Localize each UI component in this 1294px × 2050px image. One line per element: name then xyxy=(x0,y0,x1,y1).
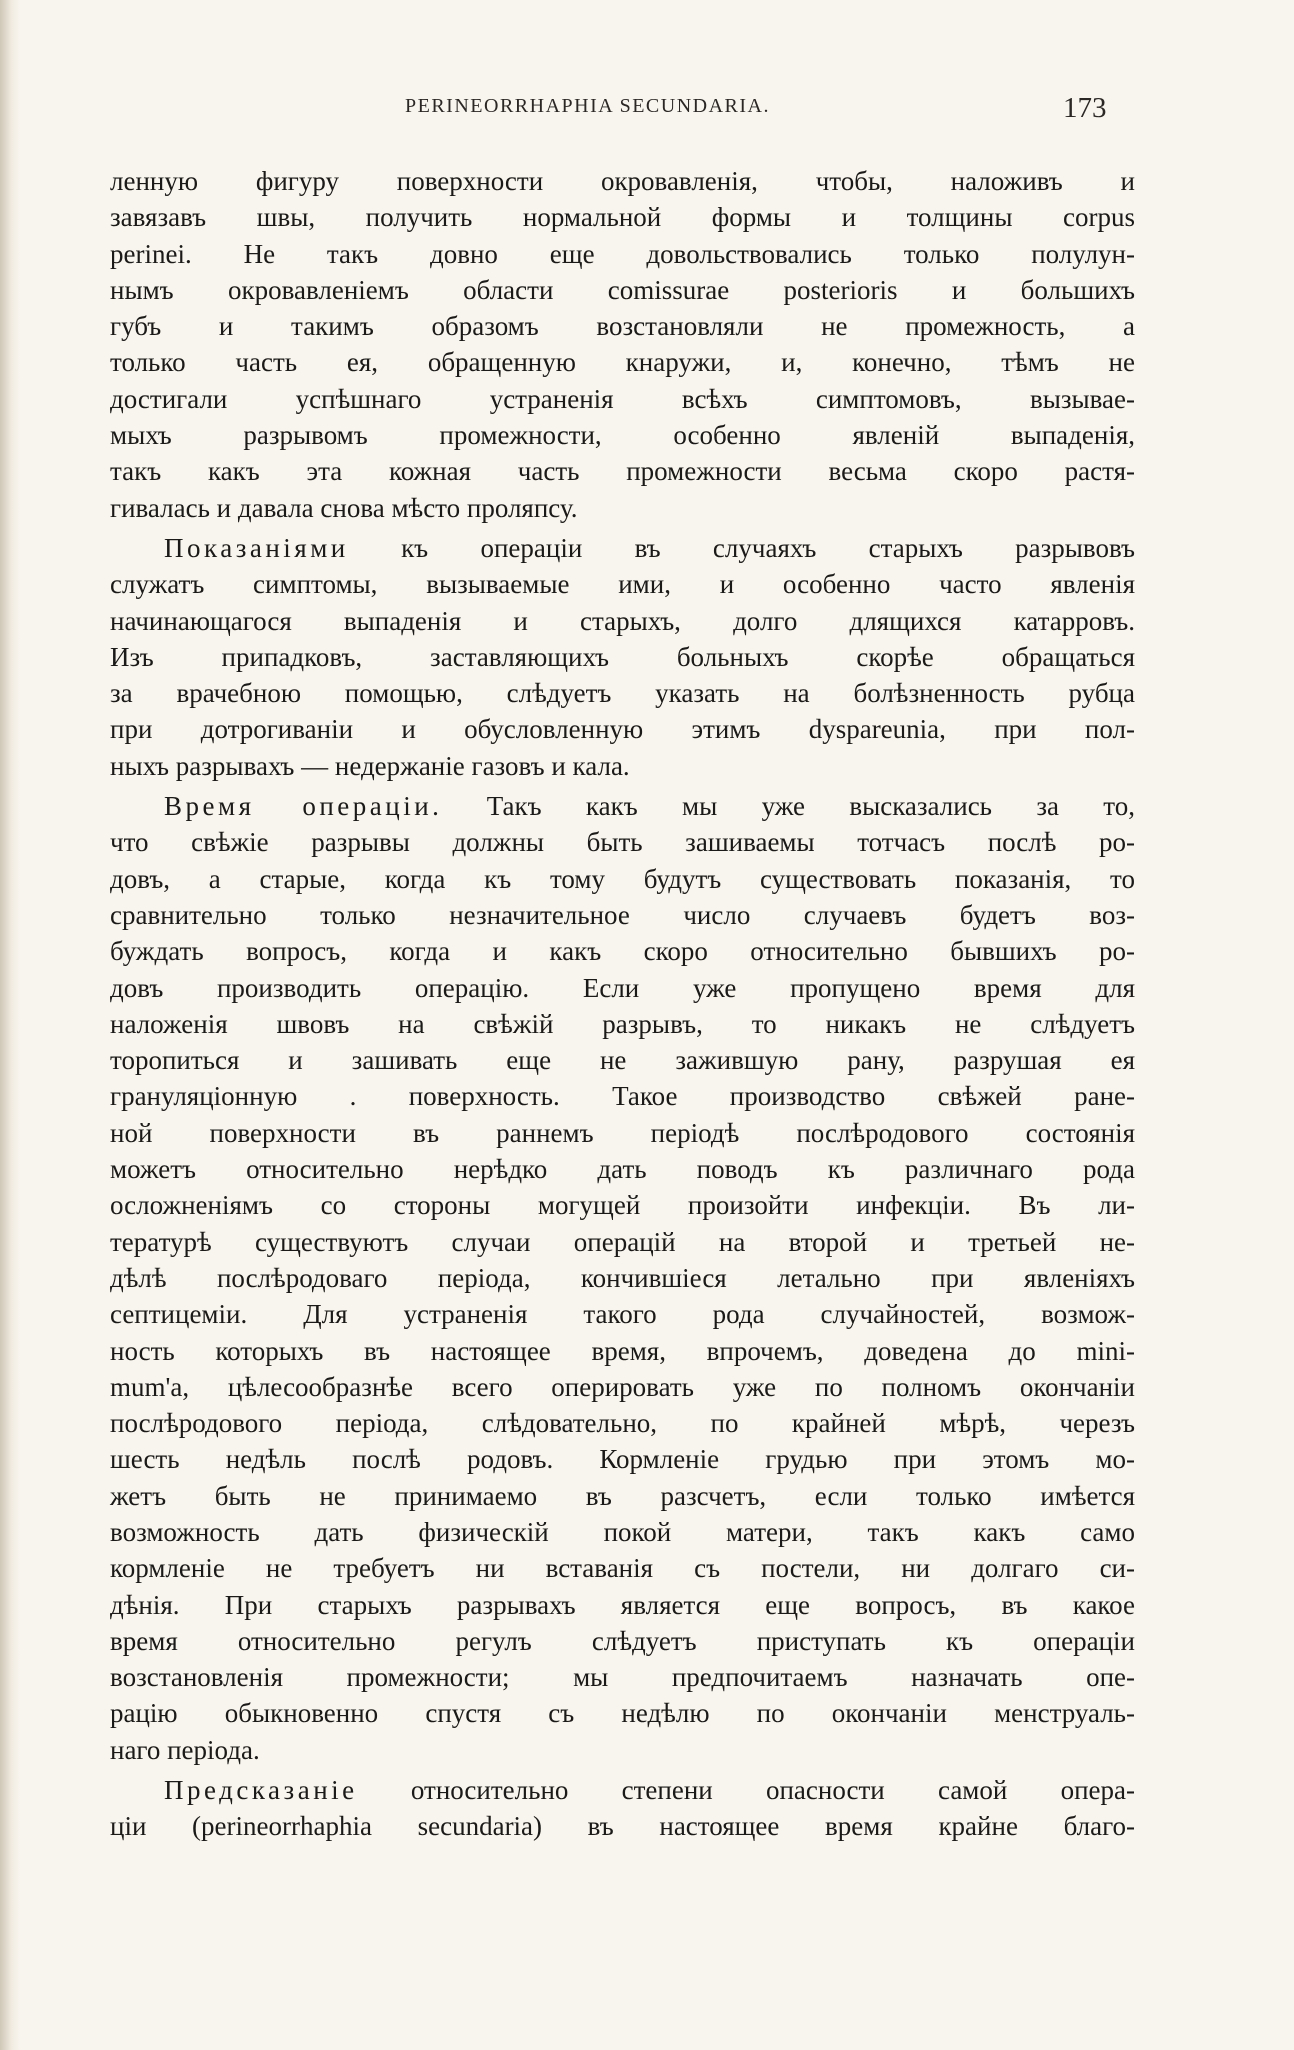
text-line: ціи (perineorrhaphia secundaria) въ настоящее время крайне благо- xyxy=(110,1811,1135,1842)
text-line: торопиться и зашивать еще не зажившую рану, разрушая ея xyxy=(110,1045,1135,1076)
text-line: mum'а, цѣлесообразнѣе всего оперировать уже по полномъ окончаніи xyxy=(110,1371,1135,1402)
text-line: начинающагося выпаденія и старыхъ, долго длящихся катарровъ. xyxy=(110,605,1135,636)
text-line: такъ какъ эта кожная часть промежности весьма скоро растя- xyxy=(110,456,1135,487)
text-line: мыхъ разрывомъ промежности, особенно явленій выпаденія, xyxy=(110,420,1135,451)
text-line xyxy=(110,530,1135,566)
text-line: только часть ея, обращенную кнаружи, и, конечно, тѣмъ не xyxy=(110,347,1135,378)
text-line: осложненіямъ со стороны могущей произойти инфекціи. Въ ли- xyxy=(110,1190,1135,1221)
text-line: грануляціонную . поверхность. Такое производство свѣжей ране- xyxy=(110,1081,1135,1112)
text-line: септицеміи. Для устраненія такого рода случайностей, возмож- xyxy=(110,1299,1135,1330)
text-line: гивалась и давала снова мѣсто проляпсу. xyxy=(110,492,578,523)
text-line: ленную фигуру поверхности окровавленія, чтобы, наложивъ и xyxy=(110,166,1135,196)
text-line: шесть недѣль послѣ родовъ. Кормленіе грудью при этомъ мо- xyxy=(110,1444,1135,1475)
paragraph-lead-word: Предсказаніе xyxy=(164,1775,358,1806)
text-line: сравнительно только незначительное число случаевъ будетъ воз- xyxy=(110,899,1135,930)
paragraph-4 xyxy=(110,1772,1135,1845)
text-line: что свѣжіе разрывы должны быть зашиваемы тотчасъ послѣ ро- xyxy=(110,827,1135,858)
paragraph-lead-word: Время операціи. xyxy=(164,791,443,822)
text-line: ной поверхности въ раннемъ періодѣ послѣродового состоянія xyxy=(110,1117,1135,1148)
text-line: довъ производить операцію. Если уже пропущено время для xyxy=(110,972,1135,1003)
text-line: время относительно регулъ слѣдуетъ приступать къ операціи xyxy=(110,1625,1135,1656)
text-line: наложенія швовъ на свѣжій разрывъ, то никакъ не слѣдуетъ xyxy=(110,1008,1135,1039)
paragraph-3 xyxy=(110,788,1135,1768)
text-line: при дотрогиваніи и обусловленную этимъ dyspareunia, при пол- xyxy=(110,714,1135,745)
text-line: дѣнія. При старыхъ разрывахъ является еще вопросъ, въ какое xyxy=(110,1589,1135,1620)
text-line: можетъ относительно нерѣдко дать поводъ къ различнаго рода xyxy=(110,1154,1135,1185)
text-line: ныхъ разрывахъ — недержаніе газовъ и кала. xyxy=(110,750,630,781)
text-line: рацію обыкновенно спустя съ недѣлю по окончаніи менструаль- xyxy=(110,1698,1135,1729)
text-line: нымъ окровавленіемъ области comissurae posterioris и большихъ xyxy=(110,274,1135,305)
text-run: Такъ какъ мы уже высказались за то, xyxy=(442,791,1135,822)
running-head: PERINEORRHAPHIA SECUNDARIA. xyxy=(405,95,770,117)
text-line xyxy=(110,1772,1135,1808)
text-line: буждать вопросъ, когда и какъ скоро относительно бывшихъ ро- xyxy=(110,936,1135,967)
text-line: возстановленія промежности; мы предпочитаемъ назначать опе- xyxy=(110,1662,1135,1693)
text-line: достигали успѣшнаго устраненія всѣхъ симптомовъ, вызывае- xyxy=(110,383,1135,414)
text-line: довъ, а старые, когда къ тому будутъ существовать показанія, то xyxy=(110,863,1135,894)
text-run: относительно степени опасности самой опера- xyxy=(357,1775,1135,1806)
text-line: возможность дать физическій покой матери, такъ какъ само xyxy=(110,1516,1135,1547)
paragraph-2 xyxy=(110,530,1135,784)
text-line: наго періода. xyxy=(110,1734,260,1765)
text-line: служатъ симптомы, вызываемые ими, и особенно часто явленія xyxy=(110,569,1135,600)
text-line: кормленіе не требуетъ ни вставанія съ постели, ни долгаго си- xyxy=(110,1553,1135,1584)
text-run: къ операціи въ случаяхъ старыхъ разрывовъ xyxy=(348,532,1135,563)
text-line xyxy=(110,788,1135,824)
text-line: губъ и такимъ образомъ возстановляли не промежность, а xyxy=(110,311,1135,342)
text-line: perinei. Не такъ довно еще довольствовались только полулун- xyxy=(110,238,1135,269)
text-line: дѣлѣ послѣродоваго періода, кончившіеся летально при явленіяхъ xyxy=(110,1262,1135,1293)
text-line: жетъ быть не принимаемо въ разсчетъ, если только имѣется xyxy=(110,1480,1135,1511)
paragraph-1 xyxy=(110,163,1135,526)
page-edge-shadow xyxy=(0,0,20,2050)
text-line: завязавъ швы, получить нормальной формы и толщины corpus xyxy=(110,202,1135,233)
text-line: ность которыхъ въ настоящее время, впрочемъ, доведена до mini- xyxy=(110,1335,1135,1366)
text-line: послѣродового періода, слѣдовательно, по крайней мѣрѣ, черезъ xyxy=(110,1408,1135,1439)
text-line: Изъ припадковъ, заставляющихъ больныхъ скорѣе обращаться xyxy=(110,641,1135,672)
page-number: 173 xyxy=(1063,92,1107,124)
text-line: тературѣ существуютъ случаи операцій на второй и третьей не- xyxy=(110,1226,1135,1257)
body-text xyxy=(110,163,1135,1845)
paragraph-lead-word: Показаніями xyxy=(164,532,349,563)
text-line: за врачебною помощью, слѣдуетъ указать на болѣзненность рубца xyxy=(110,678,1135,709)
